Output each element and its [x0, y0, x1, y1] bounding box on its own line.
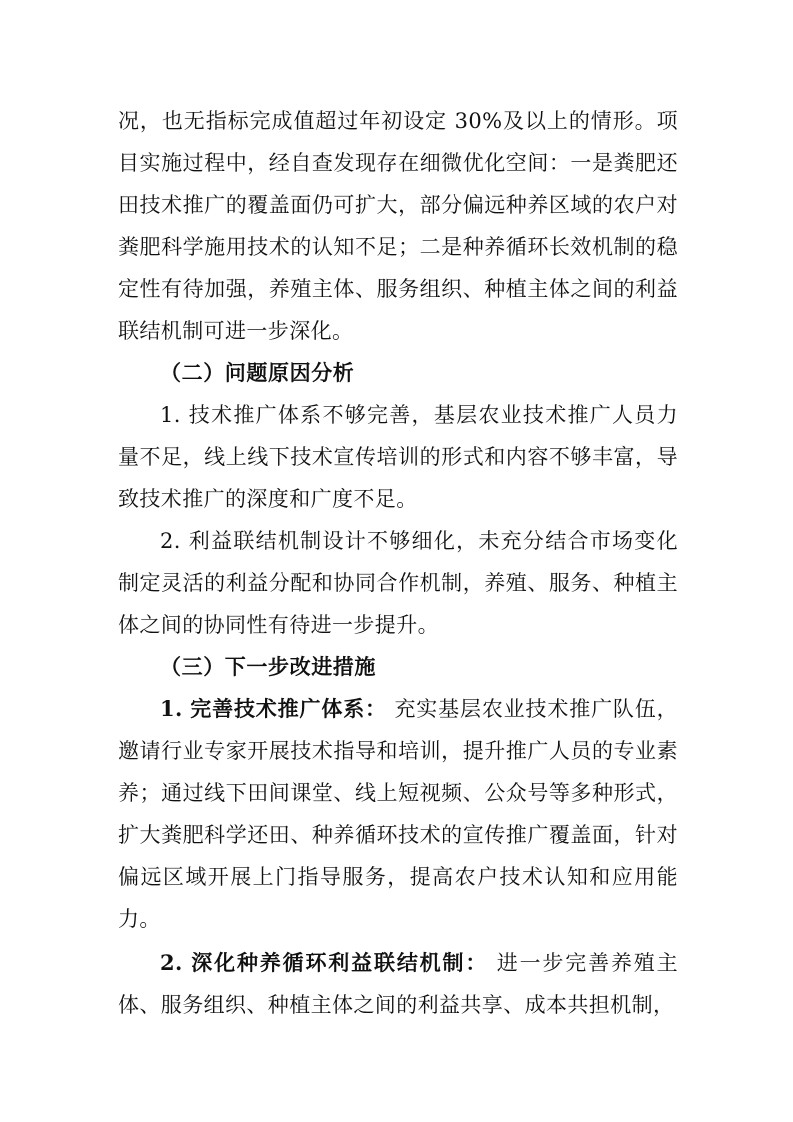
list-number-2: 2.: [160, 529, 181, 553]
paragraph-measure-1: [118, 688, 678, 940]
section-heading-cause-analysis: （二）问题原因分析: [160, 360, 355, 385]
measure-2-text: 进一步完善养殖主体、服务组织、种植主体之间的利益共享、成本共担机制，: [118, 951, 679, 1017]
measure-1-lead: 完善技术推广体系：: [190, 696, 387, 721]
paragraph-cause-2-text: 利益联结机制设计不够细化，未充分结合市场变化制定灵活的利益分配和协同合作机制，养殖、服务、种植主体之间的协同性有待进一步提升。: [118, 529, 678, 637]
list-number-measure-2: 2.: [160, 950, 183, 975]
measure-1-text: 充实基层农业技术推广队伍，邀请行业专家开展技术指导和培训，提升推广人员的专业素养；通过线下田间课堂、线上短视频、公众号等多种形式，扩大粪肥科学还田、种养循环技术的宣传推广覆盖面，针对偏远区域开展上门指导服务，提高农户技术认知和应用能力。: [118, 697, 679, 931]
paragraph-cause-2: [118, 520, 678, 646]
document-body: [118, 100, 678, 1026]
list-number-1: 1.: [160, 403, 181, 427]
paragraph-continuation: 况，也无指标完成值超过年初设定 30%及以上的情形。项目实施过程中，经自查发现存在细微优化空间：一是粪肥还田技术推广的覆盖面仍可扩大，部分偏远种养区域的农户对粪肥科学施用技术的认知不足；二是种养循环长效机制的稳定性有待加强，养殖主体、服务组织、种植主体之间的利益联结机制可进一步深化。: [118, 109, 678, 343]
measure-2-lead: 深化种养循环利益联结机制：: [191, 950, 489, 975]
paragraph-cause-1: [118, 394, 678, 520]
paragraph-measure-2: [118, 942, 678, 1026]
section-heading-next-steps: （三）下一步改进措施: [160, 654, 376, 679]
paragraph-cause-1-text: 技术推广体系不够完善，基层农业技术推广人员力量不足，线上线下技术宣传培训的形式和内容不够丰富，导致技术推广的深度和广度不足。: [118, 403, 678, 511]
list-number-measure-1: 1.: [160, 696, 183, 721]
